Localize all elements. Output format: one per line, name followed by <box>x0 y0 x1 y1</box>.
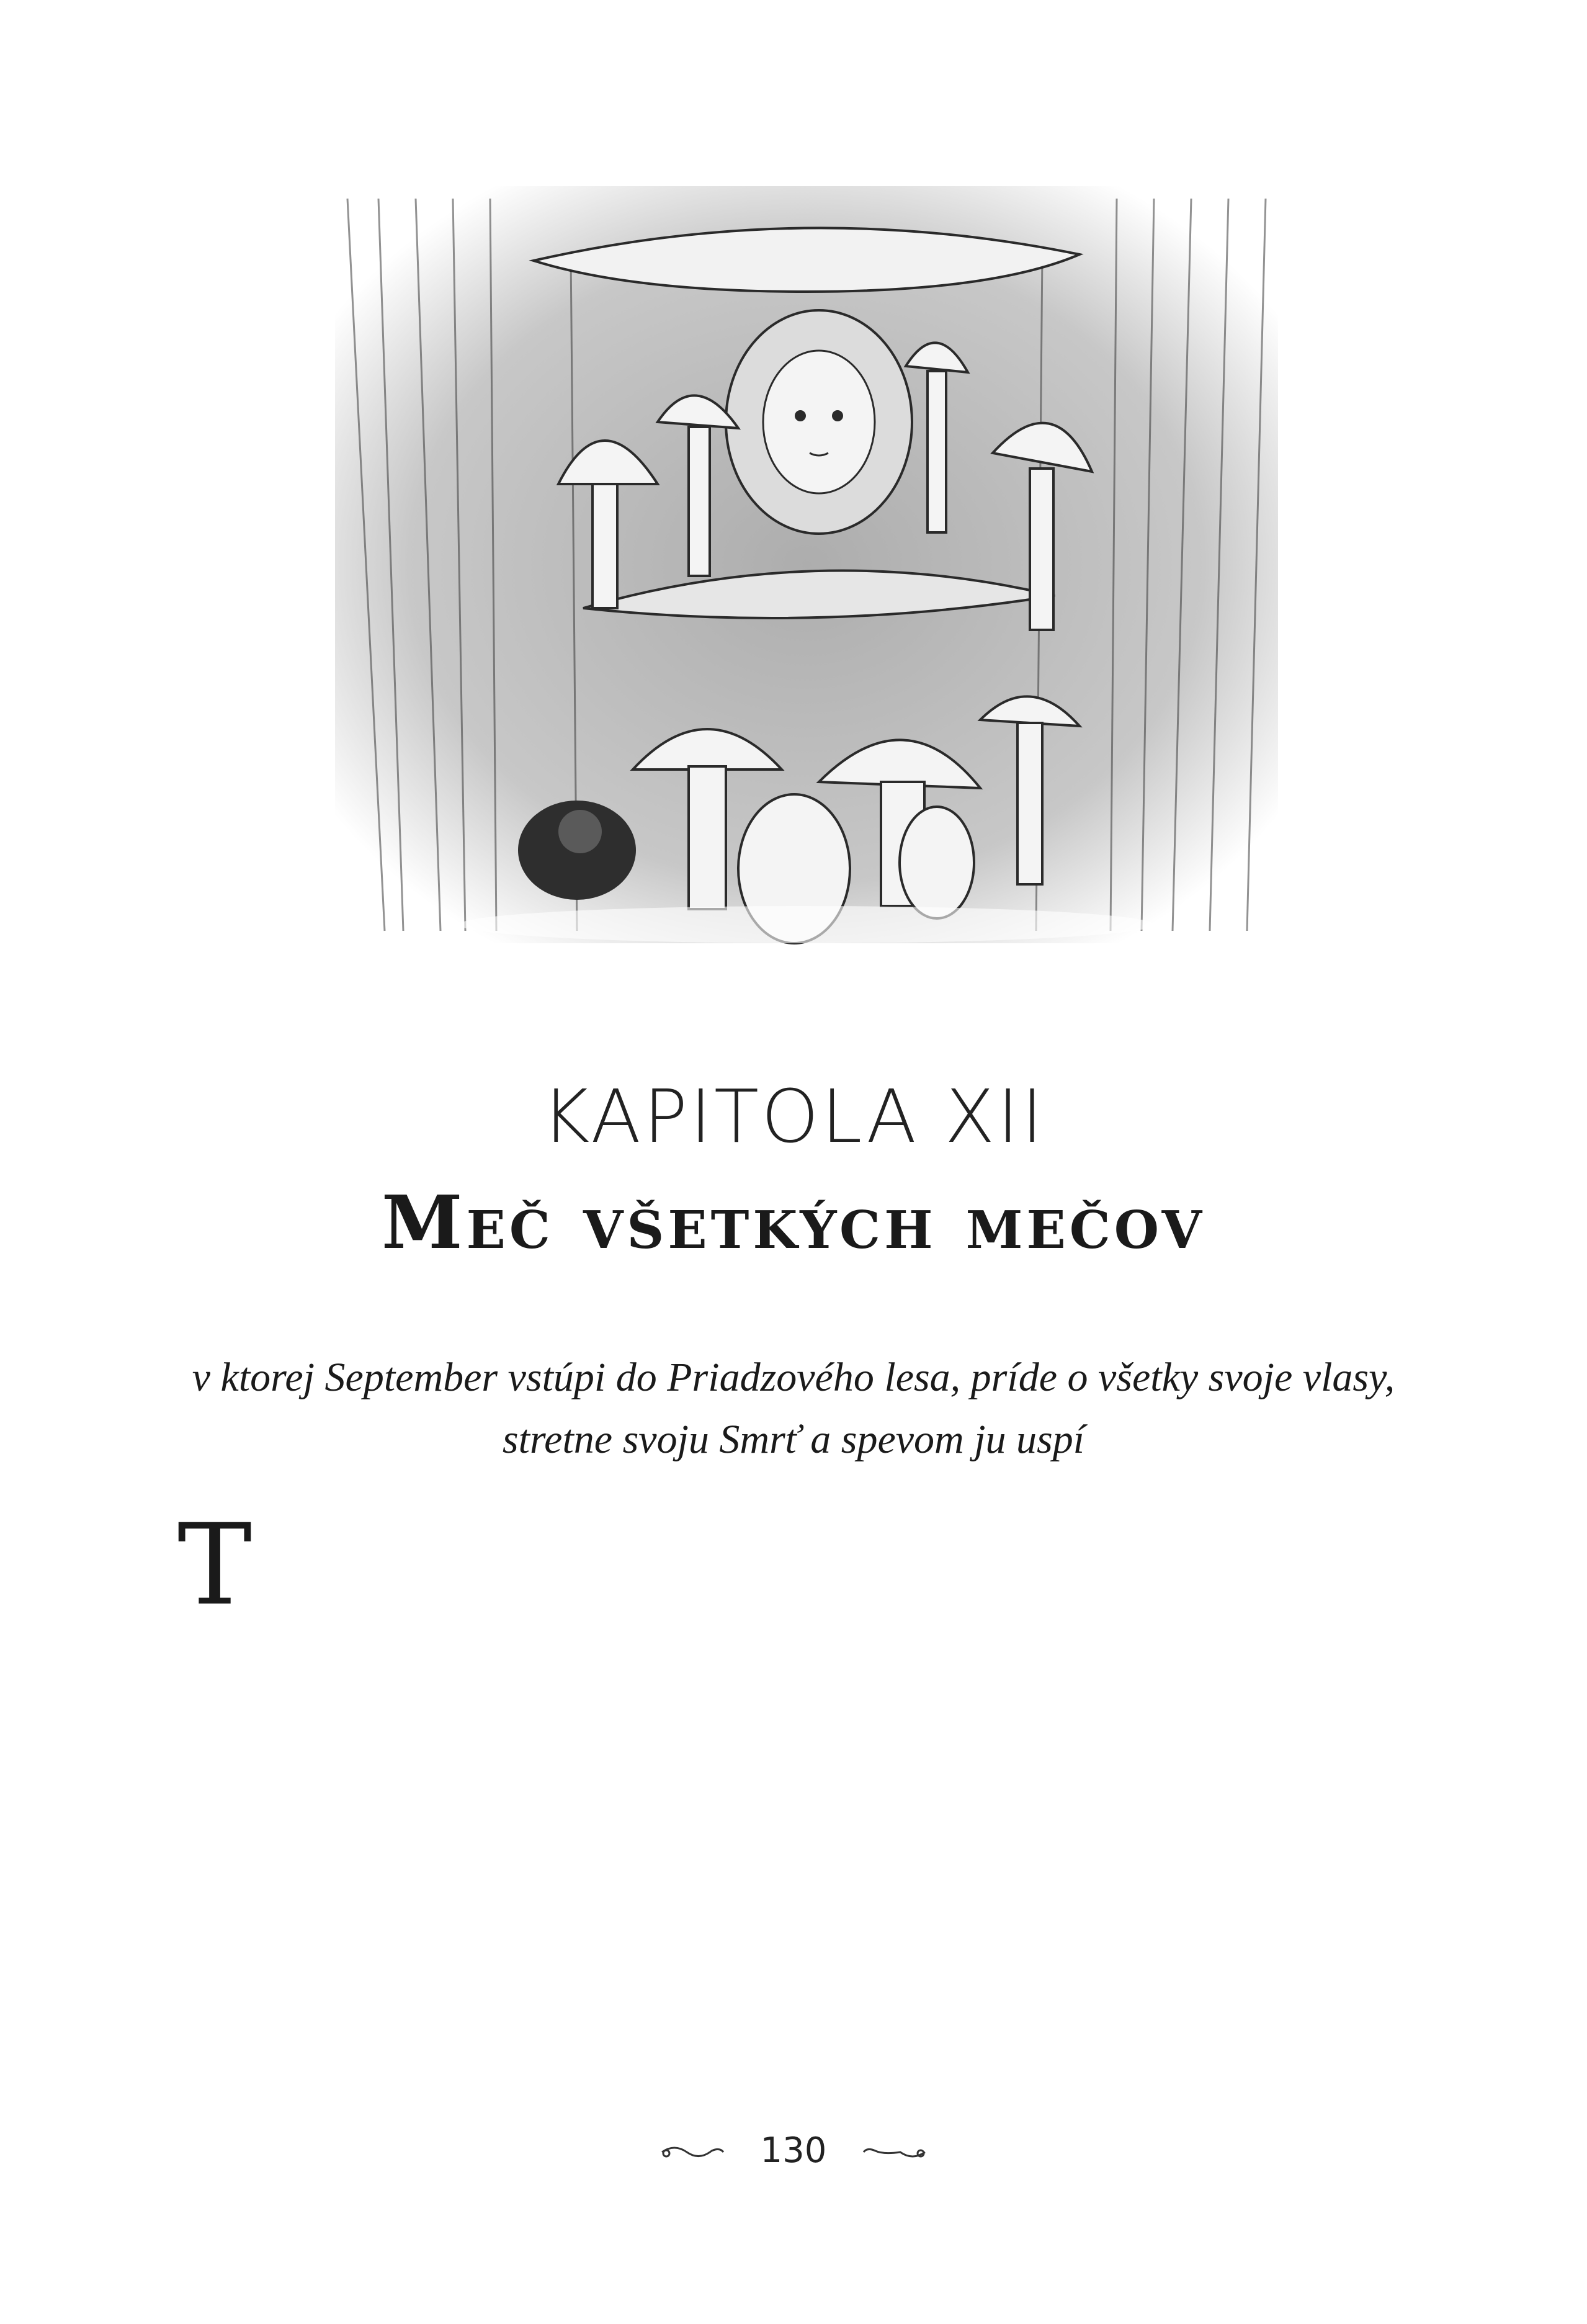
drop-cap: T <box>177 1501 253 1630</box>
chapter-subtitle: v ktorej September vstúpi do Priadzového lesa, príde o všetky svoje vlasy, stretne svoju Smrť a spevom ju uspí <box>192 1355 1395 1462</box>
chapter-body <box>177 1501 1371 1630</box>
page-footer <box>0 2129 1587 2171</box>
mushroom-forest-illustration <box>310 161 1303 968</box>
page-number: 130 <box>760 2130 827 2171</box>
flourish-right-icon <box>860 2138 928 2163</box>
flourish-left-icon <box>659 2138 727 2163</box>
chapter-title: Meč všetkých mečov <box>381 1179 1206 1265</box>
chapter-number: KAPITOLA XII <box>541 1074 1046 1159</box>
